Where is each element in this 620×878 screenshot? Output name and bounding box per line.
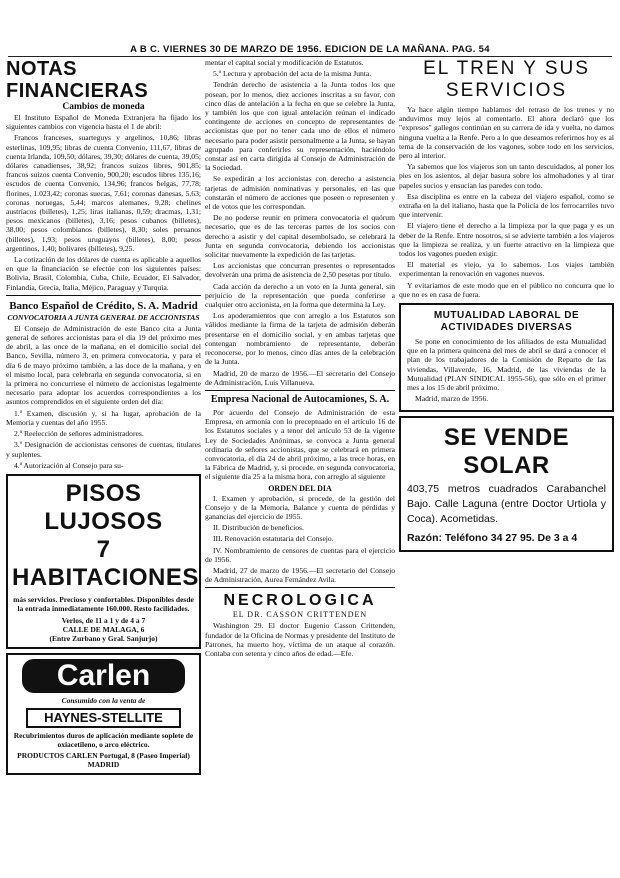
column-1 xyxy=(6,58,201,873)
paragraph: El Instituto Español de Moneda Extranjera ha fijado los siguientes cambios con vigencia hasta el 1 de abril: xyxy=(6,113,201,132)
section-title: NOTAS FINANCIERAS xyxy=(6,58,149,102)
signature: Madrid, 27 de marzo de 1956.—El secretario del Consejo de Administración, Aurea Fernández Avila. xyxy=(205,565,395,585)
solar-title: SE VENDE SOLAR xyxy=(443,424,570,480)
divider xyxy=(6,295,201,296)
carlen-sub: Consumido con la venta de xyxy=(61,695,146,705)
divider xyxy=(205,390,395,391)
ad-pisos xyxy=(6,474,201,649)
ad-carlen xyxy=(6,653,201,775)
paragraph: Tendrán derecho de asistencia a la Junta todos los que posean, por lo menos, diez acciones inscritas a su favor, con cinco días de antelación a la fecha en que se celebre la Junta, y también los que con igual antelación reúnan el indicado contingente de acciones en concepto de representantes de accionistas que por no tener cada uno de ellos el número necesario para poder asistir personalmente a la Junta, se hayan agrupado para conferirles su representación, haciéndolo constar así en carta dirigida al Consejo de Administración de la Sociedad. xyxy=(205,80,395,173)
agenda-item: 2.º Reelección de señores administradores. xyxy=(14,429,144,439)
paragraph: La cotización de los dólares de cuenta es aplicable a aquellos en que la financiación se efectúe con los siguientes países: Bolivia, Brasil, Colombia, Cuba, Chile, Ecuador, El Salvador, Finlandia, Grecia, Italia, Méjico, Paraguay y Turquía. xyxy=(6,255,201,292)
carlen-desc: Recubrimientos duros de aplicación mediante soplete de oxiacetileno, o arco eléctrico. xyxy=(13,730,194,749)
column-3 xyxy=(399,58,614,873)
paragraph: Cada acción da derecho a un voto en la Junta general, sin perjuicio de la representación que pueda conferirse a cualquier otro accionista, en la forma que determina la Ley. xyxy=(205,281,395,310)
paragraph: El material es viejo, ya lo sabemos. Los viajes también experimentan la renovación en vagones nuevos. xyxy=(399,260,614,279)
subtitle-cambios: Cambios de moneda xyxy=(62,102,145,112)
paragraph: El Consejo de Administración de este Banco cita a Junta general de señores accionistas para el día 19 del próximo mes de abril, a las once de la mañana, en el domicilio social del Banco, Sevilla, número 3, en primera convocatoria, y para el día 6 de mayo próximo también, a las doce de la mañana, y en el mismo local, para celebrarla en segunda convocatoria, si en la primera no concurriese el número de accionistas legalmente necesario para adoptar los acuerdos correspondientes a los asuntos comprendidos en el siguiente orden del día: xyxy=(6,323,201,407)
ad-mutualidad xyxy=(399,303,614,412)
agenda-item: 4.º Autorización al Consejo para su- xyxy=(14,460,124,470)
solar-contact: Razón: Teléfono 34 27 95. De 3 a 4 xyxy=(407,532,578,545)
column-2 xyxy=(205,58,395,873)
paragraph: Esa disciplina es entre en la cabeza del viajero español, como se extraña en la del italiano, hasta que la Policía de los ferrocarriles tuvo que intervenir. xyxy=(399,191,614,220)
mutualidad-text: Se pone en conocimiento de los afiliados de esta Mutualidad que en la primera quincena del mes de abril se dará a conocer el plan de los trabajadores de la Comisión de Reparto de las viviendas, Villaverde, 16, Madrid, de las viviendas de la Mutualidad (PLAN SINDICAL 1955-56), que sólo en el primer mes a los 15 de abril próximo. xyxy=(407,337,606,393)
paragraph: 5.º Lectura y aprobación del acta de la misma Junta. xyxy=(213,69,372,79)
haynes-logo: HAYNES-STELLITE xyxy=(26,708,181,728)
ad-pisos-street: CALLE DE MALAGA, 6 xyxy=(62,624,145,634)
paragraph: Francos franceses, suarteguys y argelinos, 10,86; libras esterlinas, 109,95; libras de cuenta Convenio, 111,67, libras de cuenta Irlanda, 109,50; dólares, 39,30; dólares de cuenta, 39,05; dólares canadienses, 38,92; francos suizos libres, 901,85; francos suizos cuenta Convenio, 900,20; escudos libres 135,16; escudos de cuenta Convenio, 134,96; francos belgas, 77,78; florines, 1.023,42; coronas suecas, 7,61; coronas danesas, 5,63; coronas noruegas, 5,44; marcos alemanes, 9,28; chelines austríacos (billetes), 1,25; liras italianas, 0,59; dracmas, 1,31; pesos mexicanos (billetes), 3,16; pesos cubanos (billetes), 38,00; pesos colombianos (billetes), 8,30; soles peruanos (billetes), 1,93; pesos uruguayos (billetes), 8,00; pesos argentinos, 1,40; bolívares (billetes), 9,25. xyxy=(6,133,201,253)
ad-pisos-line2: 7 HABITACIONES xyxy=(12,535,199,591)
necrologica-subtitle: EL DR. CASSON CRITTENDEN xyxy=(232,610,368,620)
agenda-item: 3.º Designación de accionistas censores de cuentas, titulares y suplentes. xyxy=(6,440,201,459)
signature: Madrid, 20 de marzo de 1956.—El secretario del Consejo de Administración, Luis Villanueva. xyxy=(205,368,395,387)
paragraph: Y evitaríamos de este modo que en el público no concurra que lo que no es en casa de fuera. xyxy=(399,280,614,299)
mutualidad-date: Madrid, marzo de 1956. xyxy=(415,394,489,404)
paragraph: Se expedirán a los accionistas con derecho a asistencia tarjetas de admisión nominativas y personales, en las que constarán el número de acciones que poseen o representen y el de votos que les correspondan. xyxy=(205,174,395,212)
agenda-item: II. Distribución de beneficios. xyxy=(213,523,304,533)
ad-pisos-visit: Verlos, de 11 a 1 y de 4 a 7 xyxy=(61,615,146,625)
tren-title: EL TREN Y SUS SERVICIOS xyxy=(423,58,590,101)
paragraph: mentar el capital social y modificación de Estatutos. xyxy=(205,58,364,67)
ad-pisos-line1: PISOS LUJOSOS xyxy=(44,479,163,535)
agenda-item: IV. Nombramiento de censores de cuentas para el ejercicio de 1956. xyxy=(205,545,395,564)
agenda-item: 1.º Examen, discusión y, si ha lugar, aprobación de la Memoria y cuentas del año 1955. xyxy=(6,408,201,427)
paragraph: Los apoderamientos que con arreglo a los Estatutos son válidos mediante la firma de la tarjeta de admisión deberán presentarse en el domicilio social, y en ambas tarjetas que contengan nombramiento de representante, deberán reconocerse, por lo menos, cinco días antes de la celebración de la Junta. xyxy=(205,311,395,367)
necrologica-title: NECROLOGICA xyxy=(223,592,377,610)
orden-title: ORDEN DEL DIA xyxy=(268,483,332,493)
divider xyxy=(205,587,395,588)
ad-solar xyxy=(399,416,614,552)
carlen-logo: Carlen xyxy=(22,659,185,693)
agenda-item: I. Examen y aprobación, si procede, de la gestión del Consejo y de la Memoria, Balance y cuenta de pérdidas y ganancias del ejercicio de 1955. xyxy=(205,493,395,521)
carlen-footer: PRODUCTOS CARLEN Portugal, 8 (Paseo Imperial) MADRID xyxy=(17,750,190,769)
empresa-title: Empresa Nacional de Autocamiones, S. A. xyxy=(210,393,390,405)
ad-pisos-between: (Entre Zurbano y Gral. Sanjurjo) xyxy=(49,633,158,643)
paragraph: Ya sabemos que los viajeros son un tanto descuidados, al poner los pies en los asientos, al dejar basura sobre los almohadones y al tirar papeles sucios y ensucian las paredes con todo. xyxy=(399,162,614,190)
ad-pisos-text: más servicios. Precioso y confortables. Disponibles desde la entrada inmediatamente 160.000. Resto facilidades. xyxy=(13,594,194,613)
paragraph: El viajero tiene el derecho a la limpieza por la que paga y es un deber de la Renfe. Entre nosotros, si se advierte también a los viajeros que la limpieza se realiza, y un fuerte atractivo en la limpieza que todos los vagones pueden exigir. xyxy=(399,221,614,259)
page-header: A B C. VIERNES 30 DE MARZO DE 1956. EDICION DE LA MAÑANA. PAG. 54 xyxy=(8,44,612,57)
convocatoria-title: CONVOCATORIA A JUNTA GENERAL DE ACCIONISTAS xyxy=(7,312,200,322)
solar-body: 403,75 metros cuadrados Carabanchel Bajo. Calle Laguna (entre Doctor Urtiola y Coca). Acometidas. xyxy=(407,483,606,526)
bank-title: Banco Español de Crédito, S. A. Madrid xyxy=(9,299,198,312)
paragraph: Los accionistas que concurran presentes o representados devolverán una prima de asistencia de 2,50 pesetas por título. xyxy=(205,261,395,280)
paragraph: De no poderse reunir en primera convocatoria el quórum necesario, que es de las terceras partes de los socios con derecho a asistir y del capital desembolsado, se celebrará la Junta en segunda convocatoria, debiendo los accionistas solicitar nuevamente la expedición de las tarjetas. xyxy=(205,213,395,260)
paragraph: Por acuerdo del Consejo de Administración de esta Empresa, en armonía con lo preceptuado en el artículo 16 de los Estatutos sociales y a tenor del artículo 53 de la vigente Ley de Sociedades Anónimas, se convoca a Junta general ordinaria de señores accionistas, que se celebrará en primera convocatoria, el día 24 de abril próximo, a las trece horas, en la Fábrica de Madrid, y, si procede, en segunda convocatoria, el siguiente día 25 a la misma hora, con arreglo al siguiente xyxy=(205,407,395,482)
agenda-item: III. Renovación estatutaria del Consejo. xyxy=(213,534,334,544)
mutualidad-title: MUTUALIDAD LABORAL DE ACTIVIDADES DIVERSAS xyxy=(433,310,580,334)
paragraph: Washington 29. El doctor Eugenio Casson Crittenden, fundador de la Oficina de Normas y presidente del Instituto de Patrones, ha muerto hoy, víctima de un ataque al corazón. Contaba con setenta y cinco años de edad.—Efe. xyxy=(205,621,395,658)
paragraph: Ya hace algún tiempo hablamos del retraso de los trenes y no anduvimos muy lejos al comentarlo. El ahora declaró que los "expresos" gallegos continúan en su carrera de ida y vuelta, no damos ninguna vuelta a la Renfe. Pero a lo que deseamos referirnos hoy es al tema de la conservación de los vagones, sobre todo en los servicios, pero al interior. xyxy=(399,105,614,161)
